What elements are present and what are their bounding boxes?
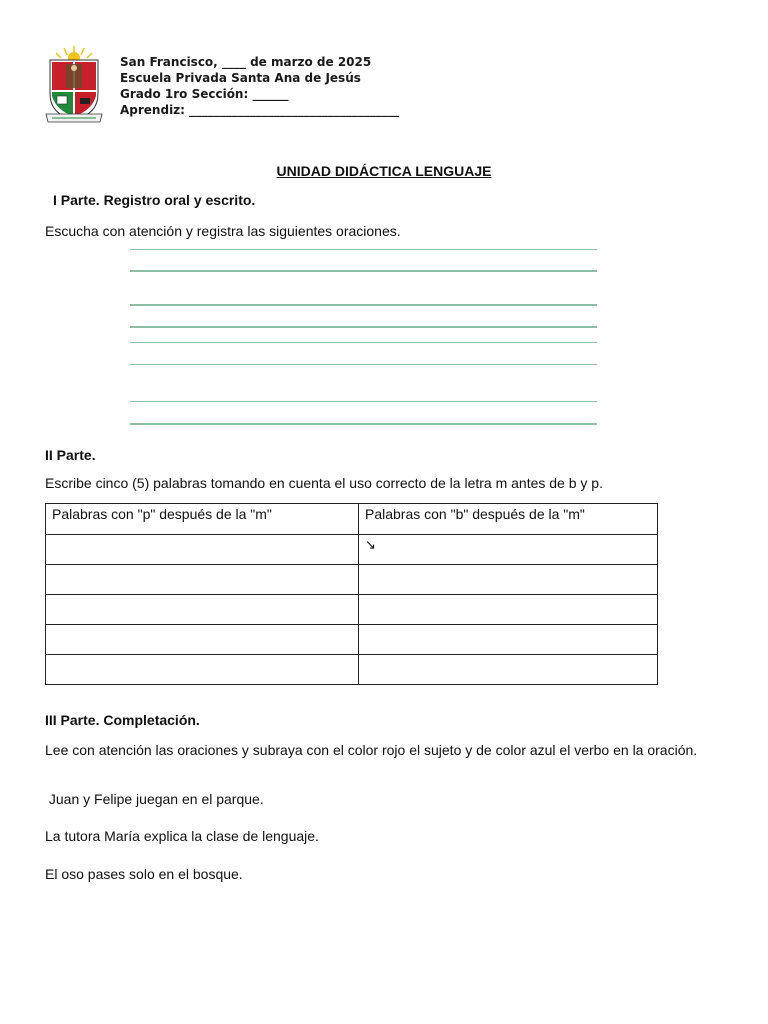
writing-line[interactable]	[130, 423, 597, 425]
school-crest-icon	[44, 44, 104, 128]
writing-line[interactable]	[130, 342, 597, 343]
arrow-down-right-icon: ↘	[365, 538, 376, 553]
part3-heading: III Parte. Completación.	[45, 712, 200, 728]
writing-line[interactable]	[130, 401, 597, 402]
document-header	[120, 54, 399, 118]
date-line: San Francisco, ____ de marzo de 2025	[120, 55, 372, 69]
part3-instruction: Lee con atención las oraciones y subraya con el color rojo el sujeto y de color azul el verbo en la oración.	[45, 742, 698, 758]
table-cell[interactable]	[46, 565, 359, 595]
part2-heading: II Parte.	[45, 447, 96, 463]
writing-line[interactable]	[130, 326, 597, 328]
sentence-3: El oso pases solo en el bosque.	[45, 866, 243, 882]
table-cell[interactable]	[46, 625, 359, 655]
grade-section: Grado 1ro Sección: ______	[120, 87, 289, 101]
part1-heading: I Parte. Registro oral y escrito.	[53, 192, 256, 208]
table-cell[interactable]	[359, 535, 658, 565]
sentence-2: La tutora María explica la clase de lenguaje.	[45, 828, 319, 844]
page-title: UNIDAD DIDÁCTICA LENGUAJE	[276, 163, 492, 179]
sentence-1: Juan y Felipe juegan en el parque.	[45, 791, 264, 807]
table-cell[interactable]	[359, 595, 658, 625]
table-row	[46, 625, 658, 655]
table-row	[46, 565, 658, 595]
column-header-b: Palabras con "b" después de la "m"	[359, 504, 658, 535]
student-name-line: Aprendiz: ___________________________________	[120, 103, 400, 117]
writing-line[interactable]	[130, 364, 597, 365]
table-row	[46, 535, 658, 565]
table-cell[interactable]	[46, 655, 359, 685]
table-cell[interactable]	[46, 595, 359, 625]
table-cell[interactable]	[359, 565, 658, 595]
school-name: Escuela Privada Santa Ana de Jesús	[120, 71, 361, 85]
writing-line[interactable]	[130, 249, 597, 250]
table-row	[46, 655, 658, 685]
table-row	[46, 595, 658, 625]
table-cell[interactable]	[359, 655, 658, 685]
table-cell[interactable]	[359, 625, 658, 655]
words-table	[45, 503, 658, 685]
table-header-row	[46, 504, 658, 535]
column-header-p: Palabras con "p" después de la "m"	[46, 504, 359, 535]
writing-line[interactable]	[130, 304, 597, 306]
part2-instruction: Escribe cinco (5) palabras tomando en cuenta el uso correcto de la letra m antes de b y p.	[45, 475, 603, 491]
part1-instruction: Escucha con atención y registra las siguientes oraciones.	[45, 223, 401, 239]
writing-line[interactable]	[130, 270, 597, 272]
table-cell[interactable]	[46, 535, 359, 565]
